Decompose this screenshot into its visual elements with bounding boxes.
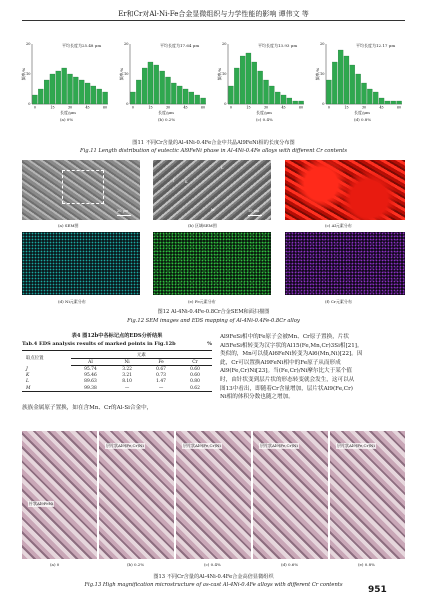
histogram-bar bbox=[142, 68, 147, 104]
x-tick-label: 60 bbox=[201, 105, 206, 110]
histogram-bar bbox=[275, 92, 280, 104]
y-axis-label: 频率/% bbox=[119, 67, 124, 81]
histogram-bar bbox=[263, 80, 268, 104]
x-tick-label: 30 bbox=[67, 105, 73, 110]
x-tick-label: 0 bbox=[229, 105, 232, 110]
histogram-bar bbox=[67, 74, 72, 104]
table4-unit: % bbox=[207, 341, 212, 347]
y-tick-label: 0 bbox=[126, 102, 129, 107]
histogram-bar bbox=[154, 65, 159, 104]
y-tick-label: 20 bbox=[320, 42, 325, 47]
micrograph-image bbox=[22, 431, 97, 559]
body-text-left: 族族金属原子置换，如在含Mn、Cr的Al-Si合金中， bbox=[22, 405, 153, 411]
micrograph-image bbox=[99, 431, 174, 559]
histogram-bar bbox=[56, 71, 61, 104]
fig12-label-b: (b) 区域SEM图 bbox=[188, 223, 217, 228]
x-tick-label: 15 bbox=[246, 105, 251, 110]
sem-image-a bbox=[22, 160, 140, 220]
body-text-line: 类似的，Mn可以使Al6FeNi转变为Al6(Mn,Ni)[22]。因 bbox=[220, 351, 363, 358]
body-text-line: 时，由针状变到层片状的形态转变就会发生，这可以从 bbox=[220, 376, 355, 383]
average-length-label: 平均长度为25.48 μm bbox=[62, 43, 102, 48]
histogram-bar bbox=[367, 89, 372, 104]
histogram-panel bbox=[22, 40, 114, 126]
table-cell: 95.46 bbox=[84, 373, 97, 379]
table-cell: 0.60 bbox=[190, 366, 200, 372]
running-header: Er和Cr对Al-Ni-Fe合金显微组织与力学性能的影响 谭伟文 等 bbox=[118, 10, 309, 18]
y-tick-label: 20 bbox=[26, 42, 31, 47]
histogram-bar bbox=[171, 83, 176, 104]
scale-bar bbox=[117, 215, 131, 216]
histogram-bar bbox=[287, 98, 292, 104]
x-tick-label: 30 bbox=[263, 105, 269, 110]
histogram-bar bbox=[269, 86, 274, 104]
histogram-bar bbox=[332, 62, 337, 104]
table-cell: 3.22 bbox=[122, 366, 132, 372]
micrograph-label: (a) 0 bbox=[50, 562, 60, 567]
table4 bbox=[22, 350, 212, 392]
phase-annotation: 层片状Al9(Fe,Cr)Ni bbox=[337, 443, 375, 448]
x-tick-label: 15 bbox=[50, 105, 55, 110]
phase-annotation: 层片状Al9(Fe,Cr)Ni bbox=[106, 443, 144, 448]
x-tick-label: 30 bbox=[165, 105, 171, 110]
histogram-bar bbox=[195, 95, 200, 104]
histogram-bar bbox=[160, 71, 165, 104]
y-tick-label: 10 bbox=[320, 72, 325, 77]
sem-image-b bbox=[153, 160, 271, 220]
x-tick-label: 30 bbox=[361, 105, 367, 110]
panel-label: (b) 0.2% bbox=[158, 117, 176, 122]
histogram-bar bbox=[201, 98, 206, 104]
phase-annotation: 针状Al9FeNi bbox=[29, 501, 54, 506]
table-cell: 89.63 bbox=[84, 379, 97, 385]
eds-map-cr bbox=[285, 232, 405, 295]
table-cell: 1.47 bbox=[156, 379, 166, 385]
histogram-bar bbox=[91, 86, 96, 104]
histogram-bar bbox=[326, 80, 331, 104]
table-cell-point: M bbox=[26, 385, 31, 391]
histogram-bar bbox=[252, 62, 257, 104]
fig12-caption-en: Fig.12 SEM images and EDS mapping of Al-4Ni-0.4Fe-0.8Cr alloy bbox=[127, 318, 300, 324]
histogram-panel bbox=[316, 40, 408, 126]
histogram-bar bbox=[136, 80, 141, 104]
y-tick-label: 10 bbox=[222, 72, 227, 77]
table4-title-cn: 表4 图12b中各标记点的EDS分析结果 bbox=[71, 333, 163, 339]
histogram-bar bbox=[281, 95, 286, 104]
y-axis-label: 频率/% bbox=[217, 67, 222, 81]
histogram-bar bbox=[293, 101, 298, 104]
histogram-bar bbox=[73, 77, 78, 104]
x-axis-label: 长度/μm bbox=[158, 110, 174, 115]
table-cell: 0.73 bbox=[156, 373, 166, 379]
micrograph-label: (b) 0.2% bbox=[127, 562, 145, 567]
y-tick-label: 0 bbox=[322, 102, 325, 107]
table-cell: — bbox=[158, 385, 164, 391]
average-length-label: 平均长度为17.64 μm bbox=[160, 43, 200, 48]
histogram-bar bbox=[130, 92, 135, 104]
body-text-line: Al9FeSi相中的Fe原子会被Mn、Cr原子置换，片状 bbox=[220, 334, 349, 340]
histogram-bar bbox=[148, 62, 153, 104]
y-tick-label: 10 bbox=[26, 72, 31, 77]
panel-label: (d) 0.8% bbox=[354, 117, 372, 122]
eds-map-fe bbox=[153, 232, 271, 295]
body-text-right bbox=[220, 333, 406, 402]
histogram-bar bbox=[177, 86, 182, 104]
phase-annotation: 层片状Al9(Fe,Cr)Ni bbox=[183, 443, 221, 448]
table4-title-en bbox=[22, 341, 212, 347]
body-text-line: 图13中看出，即随着Cr含量增加，层片状Al9(Fe,Cr) bbox=[220, 385, 353, 392]
histogram-bar bbox=[361, 83, 366, 104]
histogram-bar bbox=[62, 68, 67, 104]
x-tick-label: 45 bbox=[379, 105, 384, 110]
x-tick-label: 60 bbox=[397, 105, 402, 110]
table-column-header: Cr bbox=[178, 359, 212, 366]
histogram-bar bbox=[183, 89, 188, 104]
table-cell: 95.74 bbox=[84, 366, 97, 372]
histogram-bar bbox=[373, 92, 378, 104]
histogram-bar bbox=[79, 80, 84, 104]
histogram-bar bbox=[350, 65, 355, 104]
histogram-bar bbox=[44, 80, 49, 104]
histogram-panel bbox=[218, 40, 310, 126]
x-tick-label: 0 bbox=[33, 105, 36, 110]
histogram-bar bbox=[85, 83, 90, 104]
histogram-bar bbox=[234, 68, 239, 104]
histogram-bar bbox=[379, 98, 384, 104]
table-cell: 0.62 bbox=[190, 385, 200, 391]
histogram-bar bbox=[391, 101, 396, 104]
table-row bbox=[22, 366, 212, 373]
table-cell-point: J bbox=[26, 366, 28, 372]
x-tick-label: 60 bbox=[299, 105, 304, 110]
table4-title-en-text: Tab.4 EDS analysis results of marked points in Fig.12b bbox=[22, 341, 176, 347]
body-text-line: Al5FeSi相转变为汉字状的Al15(Fe,Mn,Cr)3Si相[21]。 bbox=[220, 342, 363, 349]
y-tick-label: 0 bbox=[224, 102, 227, 107]
y-tick-label: 0 bbox=[28, 102, 31, 107]
scale-bar bbox=[248, 215, 262, 216]
table-cell: 0.67 bbox=[156, 366, 166, 372]
fig12-caption-cn: 图12 Al-4Ni-0.4Fe-0.8Cr合金SEM和面扫描图 bbox=[157, 309, 270, 315]
x-tick-label: 0 bbox=[327, 105, 330, 110]
page-number: 951 bbox=[368, 585, 387, 595]
table-column-header: Ni bbox=[110, 359, 144, 366]
micrograph-label: (d) 0.6% bbox=[281, 562, 299, 567]
histogram-bar bbox=[50, 74, 55, 104]
table-cell: — bbox=[124, 385, 130, 391]
x-axis-label: 长度/μm bbox=[60, 110, 76, 115]
average-length-label: 平均长度为13.93 μm bbox=[258, 43, 298, 48]
histogram-bar bbox=[103, 92, 108, 104]
table-cell: 0.60 bbox=[190, 373, 200, 379]
fig12-label-e: (e) Fe元素分布 bbox=[188, 299, 216, 304]
eds-map-ni bbox=[22, 232, 140, 295]
body-text-line: Al9(Fe,Cr)Ni[23]。当(Fe,Cr)/Ni摩尔比大于某个值 bbox=[220, 368, 353, 375]
table-cell: 0.80 bbox=[190, 379, 200, 385]
x-tick-label: 0 bbox=[131, 105, 134, 110]
micrograph-label: (e) 0.8% bbox=[358, 562, 375, 567]
marker-j: J bbox=[173, 178, 175, 182]
histogram-bar bbox=[228, 86, 233, 104]
histogram-bar bbox=[240, 56, 245, 104]
phase-annotation: 层片状Al9(Fe,Cr)Ni bbox=[260, 443, 298, 448]
panel-label: (c) 0.4% bbox=[256, 117, 273, 122]
table-cell: 3.21 bbox=[122, 373, 132, 379]
fig12-label-a: (a) SEM图 bbox=[58, 223, 79, 228]
histogram-bar bbox=[397, 101, 402, 104]
micrograph-image bbox=[330, 431, 405, 559]
histogram-bar bbox=[385, 101, 390, 104]
histogram-bar bbox=[32, 95, 37, 104]
table-header-point: 取点位置 bbox=[26, 356, 44, 362]
marker-m: M bbox=[211, 208, 215, 212]
fig11-caption-en: Fig.11 Length distribution of eutectic Al9FeNi phase in Al-4Ni-0.4Fe alloys with different Cr contents bbox=[80, 148, 347, 154]
fig13-caption-en: Fig.13 High magnification microstructure of as-cast Al-4Ni-0.4Fe alloys with different Cr contents bbox=[84, 582, 343, 588]
histogram-bar bbox=[165, 77, 170, 104]
selection-box bbox=[62, 170, 104, 204]
fig12-label-f: (f) Cr元素分布 bbox=[325, 299, 352, 304]
table-cell-point: L bbox=[26, 379, 29, 385]
fig12-label-c: (c) Al元素分布 bbox=[325, 223, 352, 228]
table-header-element: 元素 bbox=[71, 351, 212, 359]
table-column-header: Fe bbox=[144, 359, 178, 366]
y-tick-label: 20 bbox=[222, 42, 227, 47]
histogram-bar bbox=[299, 101, 304, 104]
table-cell: 99.38 bbox=[84, 385, 97, 391]
header-rule bbox=[22, 20, 405, 21]
x-tick-label: 60 bbox=[103, 105, 108, 110]
fig12-label-d: (d) Ni元素分布 bbox=[58, 299, 86, 304]
x-tick-label: 15 bbox=[344, 105, 349, 110]
histogram-bar bbox=[344, 56, 349, 104]
y-axis-label: 频率/% bbox=[21, 67, 26, 81]
x-tick-label: 45 bbox=[85, 105, 90, 110]
histogram-bar bbox=[338, 50, 343, 104]
micrograph-image bbox=[176, 431, 251, 559]
fig11-caption-cn: 图11 不同Cr含量的Al-4Ni-0.4Fe合金中共晶Al9FeNi相的长度分布图 bbox=[132, 140, 295, 146]
histogram-bar bbox=[38, 89, 43, 104]
micrograph-label: (c) 0.4% bbox=[204, 562, 221, 567]
histogram-bar bbox=[258, 71, 263, 104]
micrograph-image bbox=[253, 431, 328, 559]
marker-l: L bbox=[221, 166, 224, 170]
x-axis-label: 长度/μm bbox=[256, 110, 272, 115]
marker-k: K bbox=[185, 180, 188, 184]
histogram-panel bbox=[120, 40, 212, 126]
table-cell-point: K bbox=[26, 373, 30, 379]
y-axis-label: 频率/% bbox=[315, 67, 320, 81]
histogram-bar bbox=[97, 89, 102, 104]
histogram-bar bbox=[356, 74, 361, 104]
histogram-bar bbox=[189, 92, 194, 104]
scale-label: 20 μm bbox=[117, 209, 129, 213]
x-axis-label: 长度/μm bbox=[354, 110, 370, 115]
histogram-bar bbox=[246, 53, 251, 104]
average-length-label: 平均长度为12.17 μm bbox=[356, 43, 396, 48]
table-column-header: Al bbox=[71, 359, 110, 366]
y-tick-label: 10 bbox=[124, 72, 129, 77]
fig13-caption-cn: 图13 不同Cr含量的Al-4Ni-0.4Fe合金高倍显微组织 bbox=[153, 574, 274, 580]
panel-label: (a) 0% bbox=[60, 117, 74, 122]
scale-label: 10 μm bbox=[248, 209, 260, 213]
x-tick-label: 15 bbox=[148, 105, 153, 110]
y-tick-label: 20 bbox=[124, 42, 129, 47]
x-tick-label: 45 bbox=[281, 105, 286, 110]
x-tick-label: 45 bbox=[183, 105, 188, 110]
table-cell: 8.10 bbox=[122, 379, 132, 385]
body-text-line: Ni相的体积分数也随之增加。 bbox=[220, 394, 294, 401]
body-text-line: 此，Cr可以置换Al9FeNi相中的Fe原子从而形成 bbox=[220, 359, 341, 366]
eds-map-al bbox=[285, 160, 405, 220]
